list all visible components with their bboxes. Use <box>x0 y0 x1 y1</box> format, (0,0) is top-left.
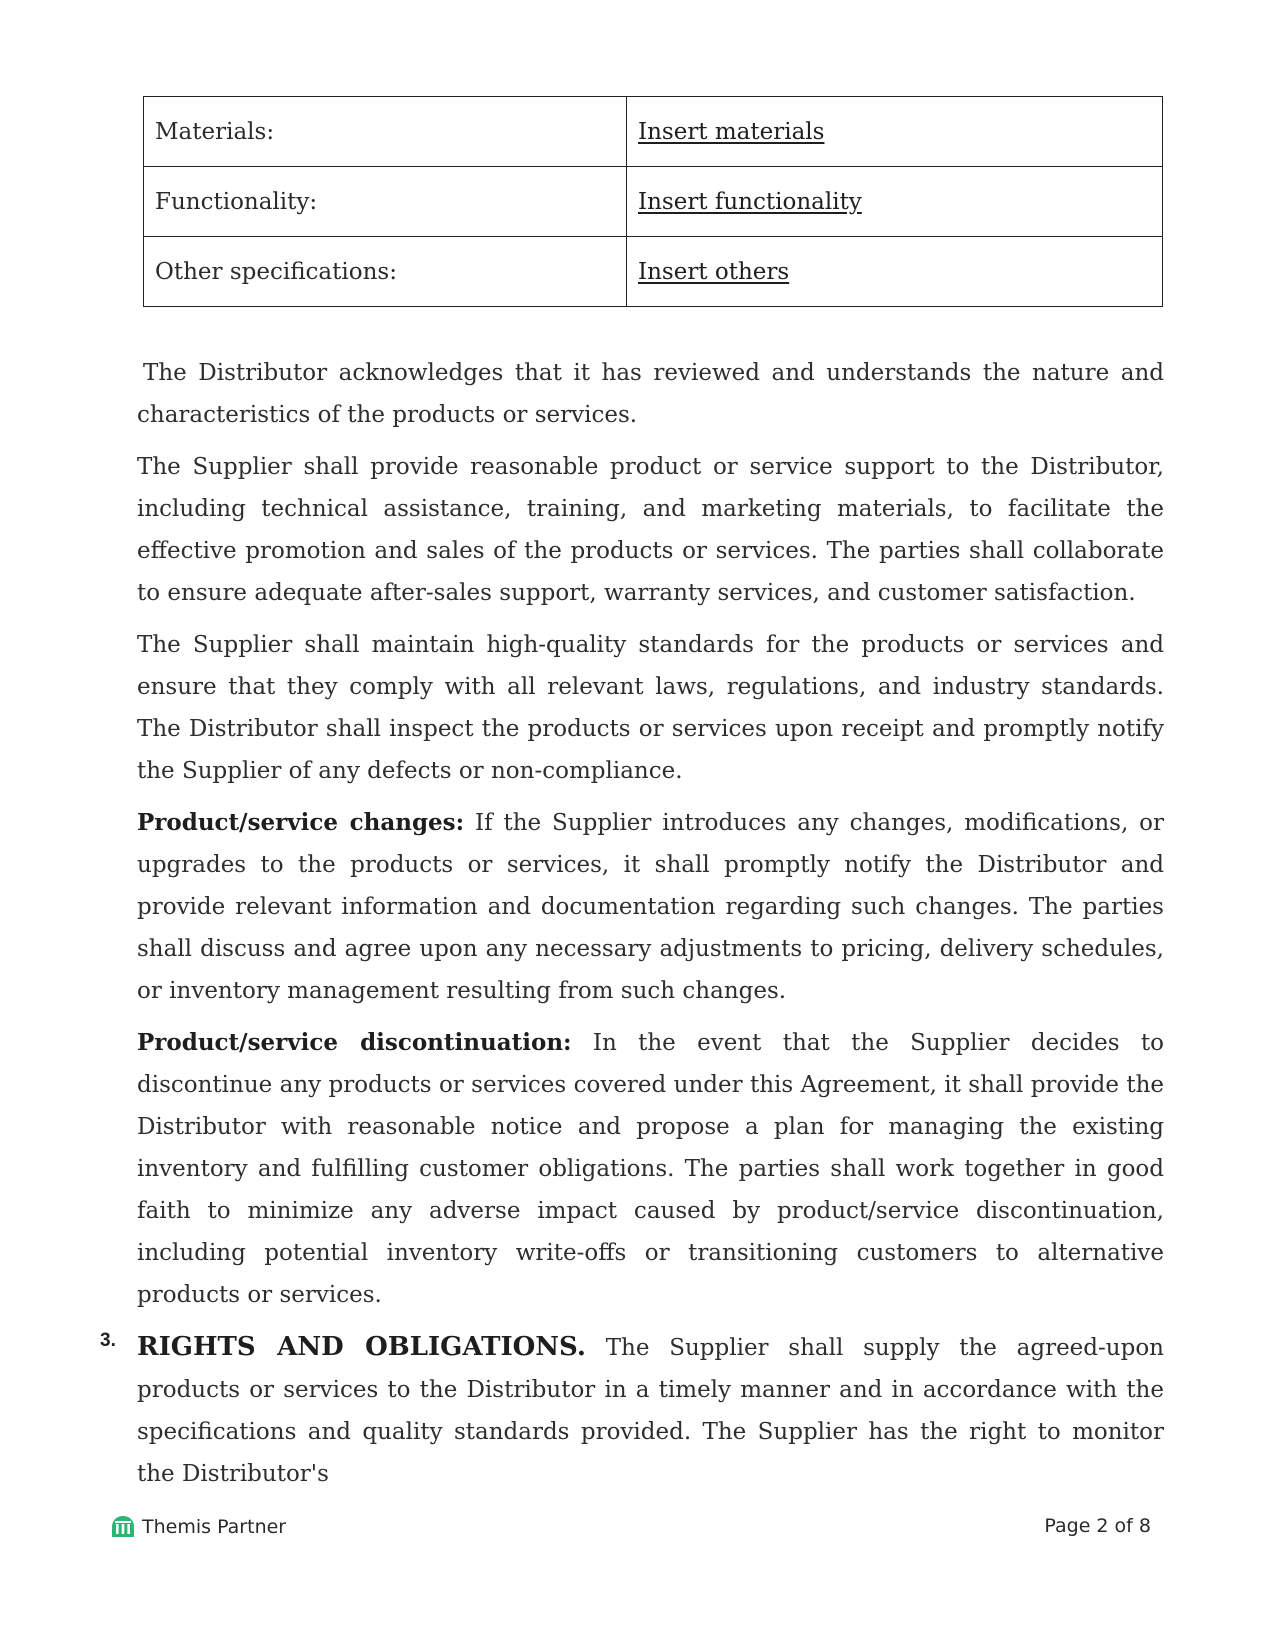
section-rights-obligations <box>100 1326 1164 1495</box>
placeholder-link-materials[interactable]: Insert materials <box>638 118 825 145</box>
section-body <box>137 1326 1164 1495</box>
placeholder-link-functionality[interactable]: Insert functionality <box>638 188 862 215</box>
footer-brand <box>110 1515 286 1539</box>
body-text <box>137 352 1164 1326</box>
page-number: Page 2 of 8 <box>1044 1515 1151 1537</box>
table-cell-value <box>627 167 1163 237</box>
table-row <box>144 237 1163 307</box>
section-number: 3. <box>100 1330 116 1351</box>
section-heading: RIGHTS AND OBLIGATIONS. <box>137 1332 586 1362</box>
paragraph-heading-changes: Product/service changes: <box>137 809 465 836</box>
table-cell-label: Other specifications: <box>144 237 627 307</box>
table-row <box>144 97 1163 167</box>
table-cell-value <box>627 237 1163 307</box>
paragraph-body-discontinuation: In the event that the Supplier decides to discontinue any products or services covered under this Agreement, it shall provide the Distributor with reasonable notice and propose a plan for managing the existing inventory and fulfilling customer obligations. The parties shall work together in good faith to minimize any adverse impact caused by product/service discontinuation, including potential inventory write-offs or transitioning customers to alternative products or services. <box>137 1030 1164 1308</box>
paragraph-support: The Supplier shall provide reasonable product or service support to the Distributor, including technical assistance, training, and marketing materials, to facilitate the effective promotion and sales of the products or services. The parties shall collaborate to ensure adequate after-sales support, warranty services, and customer satisfaction. <box>137 454 1164 606</box>
specifications-table <box>143 96 1163 307</box>
table-cell-label: Functionality: <box>144 167 627 237</box>
paragraph-body-changes: If the Supplier introduces any changes, modifications, or upgrades to the products or services, it shall promptly notify the Distributor and provide relevant information and documentation regarding such changes. The parties shall discuss and agree upon any necessary adjustments to pricing, delivery schedules, or inventory management resulting from such changes. <box>137 810 1164 1004</box>
table-cell-value <box>627 97 1163 167</box>
paragraph-acknowledgement: The Distributor acknowledges that it has reviewed and understands the nature and characteristics of the products or services. <box>137 360 1164 428</box>
paragraph-heading-discontinuation: Product/service discontinuation: <box>137 1029 572 1056</box>
paragraph-discontinuation <box>137 1022 1164 1316</box>
table-cell-label: Materials: <box>144 97 627 167</box>
section-text: The Supplier shall supply the agreed-upon products or services to the Distributor in a timely manner and in accordance with the specifications and quality standards provided. The Supplier has the right to monitor the Distributor's <box>137 1335 1164 1487</box>
themis-partner-logo-icon <box>110 1515 136 1539</box>
paragraph-quality: The Supplier shall maintain high-quality standards for the products or services and ensure that they comply with all relevant laws, regulations, and industry standards. The Distributor shall inspect the products or services upon receipt and promptly notify the Supplier of any defects or non-compliance. <box>137 632 1164 784</box>
paragraph-changes <box>137 802 1164 1012</box>
placeholder-link-others[interactable]: Insert others <box>638 258 790 285</box>
table-row <box>144 167 1163 237</box>
footer-brand-name: Themis Partner <box>142 1516 287 1538</box>
